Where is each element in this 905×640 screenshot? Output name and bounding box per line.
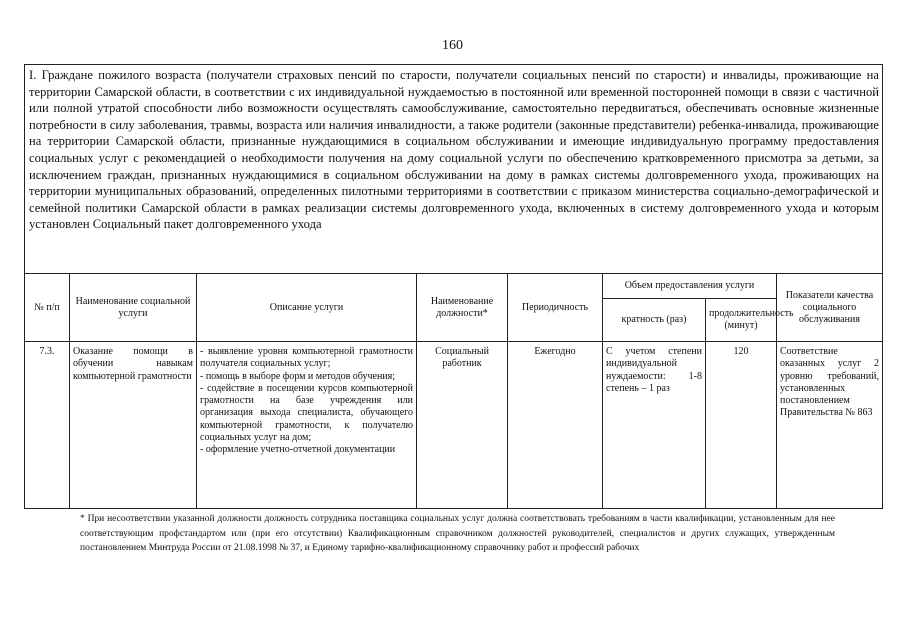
cell-periodicity: Ежегодно xyxy=(508,342,603,509)
header-position: Наименование должности* xyxy=(417,274,508,342)
cell-quality: Соответствие оказанных услуг 2 уровню требований, установленных постановлением Правительства № 863 xyxy=(777,342,883,509)
cell-num: 7.3. xyxy=(25,342,70,509)
header-duration: продолжительность (минут) xyxy=(706,299,777,342)
cell-service-name: Оказание помощи в обучении навыкам компьютерной грамотности xyxy=(70,342,197,509)
header-periodicity: Периодичность xyxy=(508,274,603,342)
header-row xyxy=(25,274,883,299)
header-volume: Объем предоставления услуги xyxy=(603,274,777,299)
section-row xyxy=(25,65,883,274)
section-heading: I. Граждане пожилого возраста (получатели страховых пенсий по старости, получатели социальных пенсий по старости) и инвалиды, проживающие на территории Самарской области, в соответствии с их индивидуальной нуждаемостью в постоянной или временной посторонней помощи в связи с частичной или полной утратой способности либо возможности осуществлять самообслуживание, самостоятельно передвигаться, обеспечивать основные жизненные потребности в силу заболевания, травмы, возраста или наличия инвалидности, а также родители (законные представители) ребенка-инвалида, проживающие на территории Самарской области, признанные нуждающимися в социальном обслуживании и имеющие индивидуальную программу предоставления социальных услуг с рекомендацией о необходимости получения на дому социальной услуги по обеспечению кратковременного присмотра за детьми, за исключением граждан, признанных нуждающимися в социальном обслуживании на дому в рамках системы долговременного ухода, проживающих на территории муниципальных образований, определенных пилотными территориями в соответствии с приказом министерства социально-демографической и семейной политики Самарской области в рамках реализации системы долговременного ухода, включенных в систему долговременного ухода и которым установлен Социальный пакет долговременного ухода xyxy=(25,65,883,274)
header-multiplicity: кратность (раз) xyxy=(603,299,706,342)
services-table xyxy=(24,64,883,509)
header-description: Описание услуги xyxy=(197,274,417,342)
header-num: № п/п xyxy=(25,274,70,342)
footnote: * При несоответствии указанной должности должность сотрудника поставщика социальных услуг должна соответствовать требованиям в части квалификации, установленным для нее соответствующим профстандартом или (при его отсутствии) Квалификационным справочником должностей руководителей, специалистов и других служащих, утвержденным постановлением Минтруда России от 21.08.1998 № 37, и Единому тарифно-квалификационному справочнику работ и профессий рабочих xyxy=(80,514,835,554)
description-item: - оформление учетно-отчетной документации xyxy=(200,444,396,456)
page-number: 160 xyxy=(442,38,463,53)
cell-multiplicity: С учетом степени индивидуальной нуждаемости: 1-8 степень – 1 раз xyxy=(603,342,706,509)
description-item: - выявление уровня компьютерной грамотности получателя социальных услуг; xyxy=(200,346,413,370)
cell-position: Социальный работник xyxy=(417,342,508,509)
description-item: - помощь в выборе форм и методов обучения; xyxy=(200,370,396,382)
header-quality: Показатели качества социального обслуживания xyxy=(777,274,883,342)
cell-description xyxy=(197,342,417,509)
cell-duration: 120 xyxy=(706,342,777,509)
table-row xyxy=(25,342,883,509)
description-item: - содействие в посещении курсов компьютерной грамотности на базе учреждения или организация выхода специалиста, обучающего компьютерной грамотности, к получателю социальных услуг на дом; xyxy=(200,382,413,444)
header-service-name: Наименование социальной услуги xyxy=(70,274,197,342)
